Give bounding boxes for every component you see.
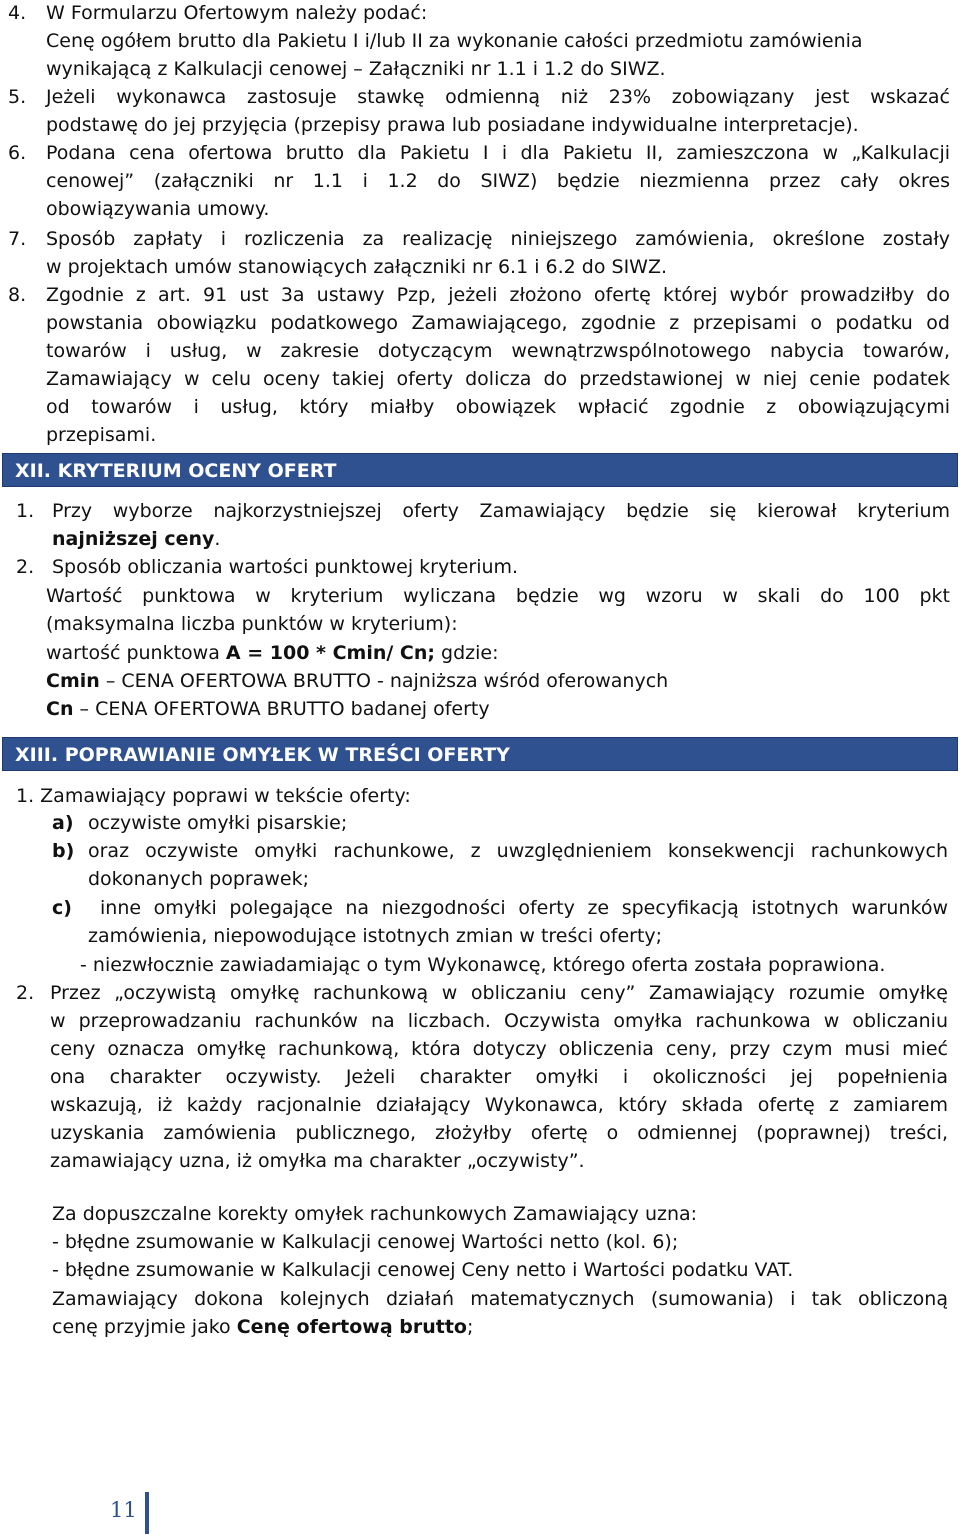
text-line: Przez „oczywistą omyłkę rachunkową w obliczaniu ceny” Zamawiający rozumie omyłkę xyxy=(50,982,948,1004)
text-line: Sposób zapłaty i rozliczenia za realizację niniejszego zamówienia, określone zostały xyxy=(46,228,950,250)
text-line xyxy=(46,698,490,720)
page-number-divider xyxy=(145,1492,149,1534)
list-label: a) xyxy=(52,812,74,834)
text-line: obowiązywania umowy. xyxy=(46,198,270,220)
text-line: ceny oznacza omyłkę rachunkową, która dotyczy obliczenia ceny, przy czym musi mieć xyxy=(50,1038,948,1060)
text-line xyxy=(52,1316,473,1338)
text-span: . xyxy=(214,528,221,550)
text-line: Przy wyborze najkorzystniejszej oferty Zamawiający będzie się kierował kryterium xyxy=(52,500,950,522)
text-line: Jeżeli wykonawca zastosuje stawkę odmienną niż 23% zobowiązany jest wskazać xyxy=(46,86,950,108)
item-number: 5. xyxy=(8,86,27,108)
section-heading-xii xyxy=(2,453,958,487)
text-line: W Formularzu Ofertowym należy podać: xyxy=(46,2,428,24)
item-number: 8. xyxy=(8,284,27,306)
page-number: 11 xyxy=(110,1498,137,1522)
text-line: Cenę ogółem brutto dla Pakietu I i/lub II za wykonanie całości przedmiotu zamówienia xyxy=(46,30,863,52)
text-line: oczywiste omyłki pisarskie; xyxy=(88,812,348,834)
bold-text: Cenę ofertową brutto xyxy=(236,1316,467,1338)
text-line: towarów i usług, w zakresie dotyczącym wewnątrzwspólnotowego nabycia towarów, xyxy=(46,340,950,362)
text-span: cenę przyjmie jako xyxy=(52,1316,237,1338)
text-line: cenowej” (załączniki nr 1.1 i 1.2 do SIWZ) będzie niezmienna przez cały okres xyxy=(46,170,950,192)
text-line: wskazują, iż każdy racjonalnie działający Wykonawca, który składa ofertę z zamiarem xyxy=(50,1094,948,1116)
text-line: Zgodnie z art. 91 ust 3a ustawy Pzp, jeżeli złożono ofertę której wybór prowadziłby do xyxy=(46,284,950,306)
text-line: ona charakter oczywisty. Jeżeli charakter omyłki i okoliczności jej popełnienia xyxy=(50,1066,948,1088)
text-span: ; xyxy=(466,1316,474,1338)
text-line xyxy=(46,670,668,692)
text-line: zamawiający uzna, iż omyłka ma charakter „oczywisty”. xyxy=(50,1150,585,1172)
item-number: 7. xyxy=(8,228,27,250)
item-number: 4. xyxy=(8,2,27,24)
text-line: inne omyłki polegające na niezgodności oferty ze specyfikacją istotnych warunków xyxy=(100,897,948,919)
text-line: 1. Zamawiający poprawi w tekście oferty: xyxy=(16,785,411,807)
bold-text: Cmin xyxy=(46,670,100,692)
text-span: wartość punktowa xyxy=(46,642,226,664)
text-line: - błędne zsumowanie w Kalkulacji cenowej Wartości netto (kol. 6); xyxy=(52,1231,679,1253)
item-number: 2. xyxy=(16,982,35,1004)
text-line: Zamawiający w celu oceny takiej oferty dolicza do przedstawionej w niej cenie podatek xyxy=(46,368,950,390)
text-line: zamówienia, niepowodujące istotnych zmian w treści oferty; xyxy=(88,925,663,947)
text-line: uzyskania zamówienia publicznego, złożyłby ofertę o odmiennej (poprawnej) treści, xyxy=(50,1122,948,1144)
text-line: podstawę do jej przyjęcia (przepisy prawa lub posiadane indywidualne interpretacje). xyxy=(46,114,859,136)
text-line: oraz oczywiste omyłki rachunkowe, z uwzględnieniem konsekwencji rachunkowych xyxy=(88,840,948,862)
section-title: XIII. POPRAWIANIE OMYŁEK W TREŚCI OFERTY xyxy=(15,744,510,766)
text-span: gdzie: xyxy=(435,642,499,664)
text-line: powstania obowiązku podatkowego Zamawiającego, zgodnie z przepisami o podatku od xyxy=(46,312,950,334)
text-line: Zamawiający dokona kolejnych działań matematycznych (sumowania) i tak obliczoną xyxy=(52,1288,948,1310)
bold-text: najniższej ceny xyxy=(52,528,215,550)
item-number: 6. xyxy=(8,142,27,164)
text-line: dokonanych poprawek; xyxy=(88,868,309,890)
list-label: c) xyxy=(52,897,72,919)
text-line: Za dopuszczalne korekty omyłek rachunkowych Zamawiający uzna: xyxy=(52,1203,698,1225)
formula-line xyxy=(46,642,499,664)
text-line: w przeprowadzaniu rachunków na liczbach. Oczywista omyłka rachunkowa w obliczaniu xyxy=(50,1010,948,1032)
text-line: Podana cena ofertowa brutto dla Pakietu I i dla Pakietu II, zamieszczona w „Kalkulacji xyxy=(46,142,950,164)
text-span: – CENA OFERTOWA BRUTTO - najniższa wśród oferowanych xyxy=(99,670,669,692)
list-label: b) xyxy=(52,840,75,862)
text-line: (maksymalna liczba punktów w kryterium): xyxy=(46,613,458,635)
text-span: – CENA OFERTOWA BRUTTO badanej oferty xyxy=(73,698,490,720)
formula: A = 100 * Cmin/ Cn; xyxy=(225,642,435,664)
bold-text: Cn xyxy=(46,698,74,720)
section-heading-xiii xyxy=(2,737,958,771)
text-line xyxy=(52,528,220,550)
text-line: - niezwłocznie zawiadamiając o tym Wykonawcę, którego oferta została poprawiona. xyxy=(80,954,886,976)
text-line: od towarów i usług, który miałby obowiązek wpłacić zgodnie z obowiązującymi xyxy=(46,396,950,418)
text-line: przepisami. xyxy=(46,424,157,446)
text-line: w projektach umów stanowiących załączniki nr 6.1 i 6.2 do SIWZ. xyxy=(46,256,668,278)
text-line: Sposób obliczania wartości punktowej kryterium. xyxy=(52,556,519,578)
text-line: Wartość punktowa w kryterium wyliczana będzie wg wzoru w skali do 100 pkt xyxy=(46,585,950,607)
item-number: 1. xyxy=(16,500,35,522)
section-title: XII. KRYTERIUM OCENY OFERT xyxy=(15,460,337,482)
item-number: 2. xyxy=(16,556,35,578)
text-line: wynikającą z Kalkulacji cenowej – Załączniki nr 1.1 i 1.2 do SIWZ. xyxy=(46,58,666,80)
text-line: - błędne zsumowanie w Kalkulacji cenowej Ceny netto i Wartości podatku VAT. xyxy=(52,1259,794,1281)
